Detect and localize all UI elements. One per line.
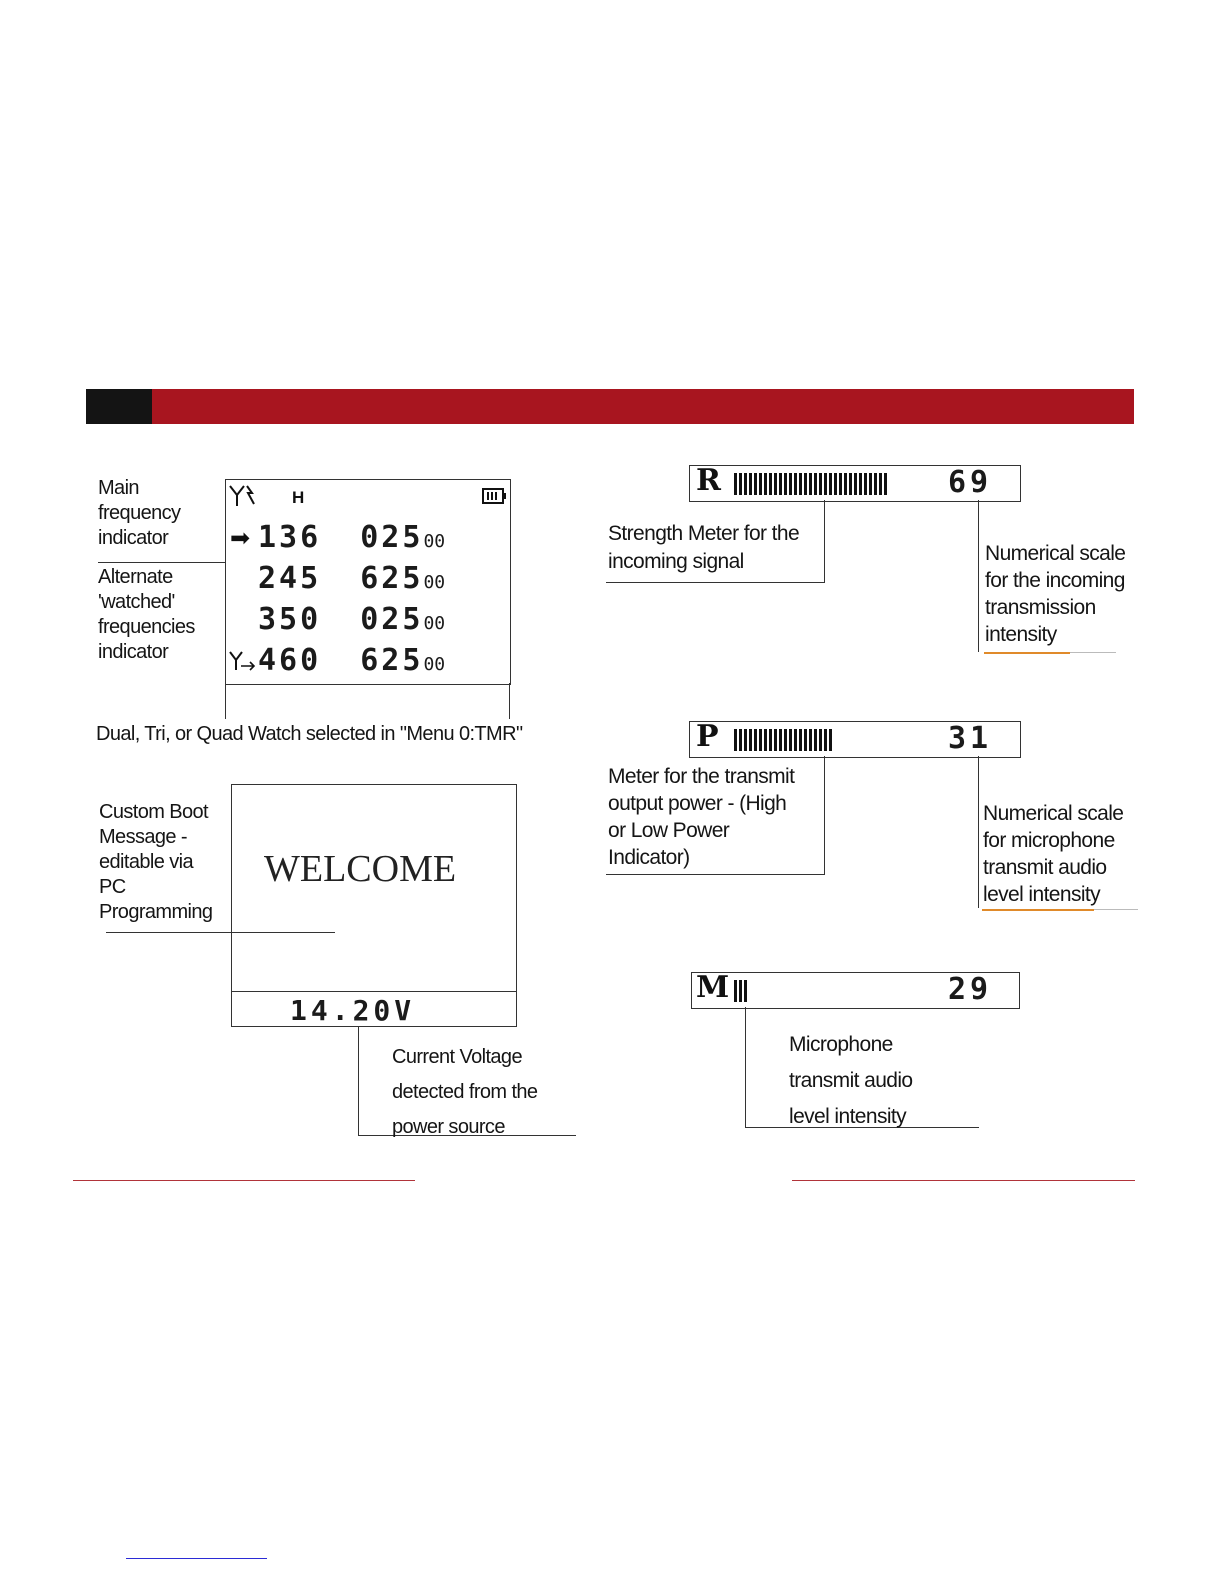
voltage-leader-vertical	[358, 1026, 359, 1136]
meter-bar	[824, 473, 827, 495]
receive-meter-value: 69	[948, 465, 993, 500]
antenna-transmit-icon	[228, 650, 258, 672]
boot-label-line: Programming	[99, 901, 213, 923]
meter-bar	[884, 473, 887, 495]
meter-bar	[744, 473, 747, 495]
meter-bar	[874, 473, 877, 495]
grey-underline	[1070, 652, 1116, 653]
frequency-khz: 025	[360, 602, 424, 637]
meter-bar	[864, 473, 867, 495]
footer-rule-left	[73, 1180, 415, 1181]
strength-label-line: incoming signal	[608, 550, 744, 573]
strength-label-line: Strength Meter for the	[608, 522, 800, 545]
lcd-frequency-display	[225, 479, 511, 685]
meter-bar	[829, 729, 832, 751]
meter-bar	[754, 473, 757, 495]
watch-bracket-right	[509, 683, 510, 719]
frequency-row-2	[258, 561, 445, 596]
meter-bar	[829, 473, 832, 495]
meter-bar	[744, 980, 747, 1002]
mic-meter-value: 29	[948, 972, 993, 1007]
meter-bar	[879, 473, 882, 495]
frequency-decimals: 00	[423, 613, 446, 634]
receive-strength-meter	[689, 465, 1021, 502]
mic-scale-label-line: level intensity	[983, 883, 1101, 906]
voltage-label-line: power source	[392, 1116, 505, 1138]
transmit-leader-horizontal	[606, 874, 825, 875]
transmit-meter-label	[608, 763, 794, 871]
meter-bar	[749, 729, 752, 751]
header-black-block	[86, 389, 152, 424]
mic-scale-leader	[978, 756, 979, 908]
voltage-label-line: Current Voltage	[392, 1046, 522, 1068]
numerical-incoming-label	[985, 540, 1125, 648]
meter-bar	[804, 729, 807, 751]
frequency-decimals: 00	[423, 531, 446, 552]
mic-scale-label-line: transmit audio	[983, 856, 1107, 879]
meter-bar	[739, 729, 742, 751]
main-frequency-label-line: frequency	[98, 502, 181, 524]
meter-bar	[769, 473, 772, 495]
meter-bar	[739, 473, 742, 495]
incoming-label-line: for the incoming	[985, 569, 1125, 592]
current-voltage-label	[392, 1040, 537, 1145]
mic-leader-vertical	[745, 1007, 746, 1127]
meter-bar	[759, 729, 762, 751]
accent-underline	[982, 909, 1094, 911]
meter-bar	[789, 473, 792, 495]
meter-bar	[794, 473, 797, 495]
frequency-mhz: 350	[258, 602, 322, 637]
meter-bar	[784, 473, 787, 495]
microphone-level-meter	[691, 972, 1020, 1009]
mic-label-line: level intensity	[789, 1105, 907, 1128]
transmit-meter-value: 31	[948, 721, 993, 756]
main-frequency-label-line: indicator	[98, 527, 169, 549]
main-frequency-leader-line	[98, 562, 226, 563]
frequency-row-1	[258, 520, 445, 555]
voltage-readout: 14.20V	[290, 994, 416, 1027]
meter-bar	[819, 473, 822, 495]
meter-letter-p: P	[696, 719, 719, 754]
microphone-label	[789, 1027, 913, 1135]
meter-bar	[834, 473, 837, 495]
meter-bar	[809, 473, 812, 495]
strength-leader-horizontal	[606, 582, 825, 583]
frequency-khz: 625	[360, 561, 424, 596]
incoming-label-line: intensity	[985, 623, 1057, 646]
boot-label-line: editable via	[99, 851, 193, 873]
transmit-label-line: Indicator)	[608, 846, 690, 869]
meter-bar	[774, 729, 777, 751]
alternate-label-line: indicator	[98, 641, 169, 663]
boot-label-line: Message -	[99, 826, 187, 848]
footer-link-underline	[126, 1558, 267, 1559]
frequency-khz: 625	[360, 643, 424, 678]
meter-bar	[779, 729, 782, 751]
boot-label-line: PC	[99, 876, 126, 898]
meter-bar	[824, 729, 827, 751]
meter-bar	[779, 473, 782, 495]
meter-bar	[784, 729, 787, 751]
meter-bar	[799, 473, 802, 495]
main-frequency-label-line: Main	[98, 477, 139, 499]
frequency-decimals: 00	[423, 654, 446, 675]
frequency-row-4	[258, 643, 445, 678]
alternate-label-line: 'watched'	[98, 591, 175, 613]
meter-bar	[764, 473, 767, 495]
mic-label-line: transmit audio	[789, 1069, 913, 1092]
meter-bar	[769, 729, 772, 751]
receive-meter-bars	[734, 473, 887, 495]
boot-screen-divider	[232, 991, 516, 992]
mic-scale-label-line: Numerical scale	[983, 802, 1124, 825]
accent-underline	[984, 652, 1070, 654]
frequency-mhz: 136	[258, 520, 322, 555]
frequency-khz: 025	[360, 520, 424, 555]
meter-bar	[794, 729, 797, 751]
meter-bar	[749, 473, 752, 495]
meter-letter-m: M	[696, 970, 730, 1005]
boot-label-line: Custom Boot	[99, 801, 209, 823]
meter-bar	[869, 473, 872, 495]
meter-bar	[814, 473, 817, 495]
meter-bar	[754, 729, 757, 751]
meter-bar	[734, 980, 737, 1002]
grey-underline	[1094, 909, 1138, 910]
welcome-message: WELCOME	[264, 848, 457, 890]
main-frequency-label	[98, 476, 180, 551]
meter-bar	[814, 729, 817, 751]
meter-bar	[734, 729, 737, 751]
frequency-mhz: 460	[258, 643, 322, 678]
meter-bar	[739, 980, 742, 1002]
incoming-scale-leader	[978, 500, 979, 652]
battery-icon	[482, 488, 508, 504]
meter-bar	[849, 473, 852, 495]
frequency-decimals: 00	[423, 572, 446, 593]
frequency-mhz: 245	[258, 561, 322, 596]
alternate-label-line: Alternate	[98, 566, 173, 588]
meter-bar	[859, 473, 862, 495]
main-frequency-arrow-icon: ➡	[230, 524, 251, 552]
frequency-row-3	[258, 602, 445, 637]
incoming-label-line: Numerical scale	[985, 542, 1126, 565]
mic-label-line: Microphone	[789, 1033, 893, 1056]
antenna-signal-icon	[228, 484, 258, 508]
meter-bar	[789, 729, 792, 751]
meter-bar	[799, 729, 802, 751]
numerical-mic-label	[983, 800, 1123, 908]
strength-leader-vertical	[824, 500, 825, 583]
meter-bar	[774, 473, 777, 495]
meter-bar	[854, 473, 857, 495]
mic-meter-bars	[734, 980, 747, 1002]
meter-letter-r: R	[696, 463, 721, 498]
transmit-power-meter	[689, 721, 1021, 758]
transmit-meter-bars	[734, 729, 832, 751]
meter-bar	[759, 473, 762, 495]
meter-bar	[819, 729, 822, 751]
watch-bracket-left	[225, 683, 226, 719]
header-red-band	[152, 389, 1134, 424]
meter-bar	[804, 473, 807, 495]
footer-rule-right	[792, 1180, 1135, 1181]
meter-bar	[839, 473, 842, 495]
meter-bar	[764, 729, 767, 751]
alternate-frequencies-label	[98, 565, 195, 665]
meter-bar	[744, 729, 747, 751]
custom-boot-label	[99, 800, 212, 925]
incoming-label-line: transmission	[985, 596, 1096, 619]
mic-scale-label-line: for microphone	[983, 829, 1115, 852]
voltage-label-line: detected from the	[392, 1081, 538, 1103]
transmit-label-line: or Low Power	[608, 819, 730, 842]
meter-bar	[844, 473, 847, 495]
meter-bar	[734, 473, 737, 495]
transmit-label-line: Meter for the transmit	[608, 765, 795, 788]
power-level-indicator: H	[292, 488, 305, 507]
alternate-label-line: frequencies	[98, 616, 195, 638]
watch-mode-note: Dual, Tri, or Quad Watch selected in "Menu 0:TMR"	[96, 723, 523, 745]
meter-bar	[809, 729, 812, 751]
transmit-label-line: output power - (High	[608, 792, 787, 815]
strength-meter-label	[608, 520, 799, 576]
transmit-leader-vertical	[824, 756, 825, 875]
boot-screen-display	[231, 784, 517, 1027]
boot-leader-line	[106, 932, 335, 933]
